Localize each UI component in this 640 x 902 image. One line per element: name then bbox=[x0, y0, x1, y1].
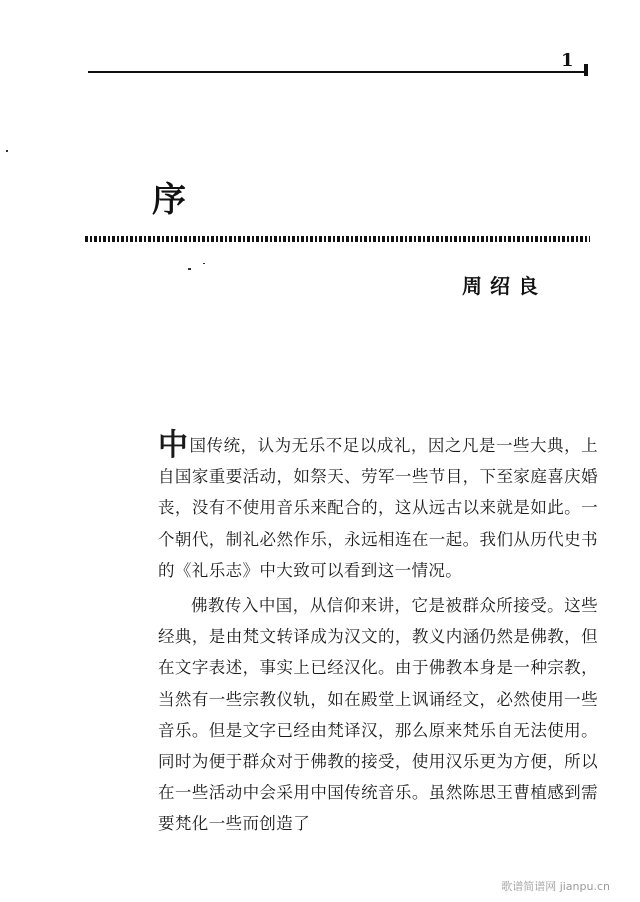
dotted-divider bbox=[85, 236, 590, 242]
page-number: 1 bbox=[561, 50, 574, 71]
paragraph-2: 佛教传入中国，从信仰来讲，它是被群众所接受。这些经典，是由梵文转译成为汉文的，教义内涵仍然是佛教，但在文字表述，事实上已经汉化。由于佛教本身是一种宗教，当然有一些宗教仪轨，如在殿堂上讽诵经文，必然使用一些音乐。但是文字已经由梵译汉，那么原来梵乐自无法使用。同时为便于群众对于佛教的接受，使用汉乐更为方便，所以在一些活动中会采用中国传统音乐。虽然陈思王曹植感到需要梵化一些而创造了 bbox=[158, 596, 598, 834]
top-rule bbox=[88, 71, 588, 73]
chapter-title: 序 bbox=[152, 180, 186, 220]
author-name: 周绍良 bbox=[462, 274, 546, 298]
paragraph-1 bbox=[158, 430, 598, 586]
speck bbox=[6, 150, 8, 152]
top-rule-end bbox=[584, 64, 588, 76]
drop-cap: 中 bbox=[158, 428, 189, 463]
speck bbox=[203, 263, 205, 264]
watermark: 歌谱简谱网 jianpu.cn bbox=[501, 880, 610, 893]
body-text bbox=[158, 430, 598, 840]
paragraph-1-text: 国传统，认为无乐不足以成礼，因之凡是一些大典，上自国家重要活动，如祭天、劳军一些节目，下至家庭喜庆婚丧，没有不使用音乐来配合的，这从远古以来就是如此。一个朝代，制礼必然作乐，永远相连在一起。我们从历代史书的《礼乐志》中大致可以看到这一情况。 bbox=[158, 436, 598, 580]
speck bbox=[188, 268, 191, 270]
